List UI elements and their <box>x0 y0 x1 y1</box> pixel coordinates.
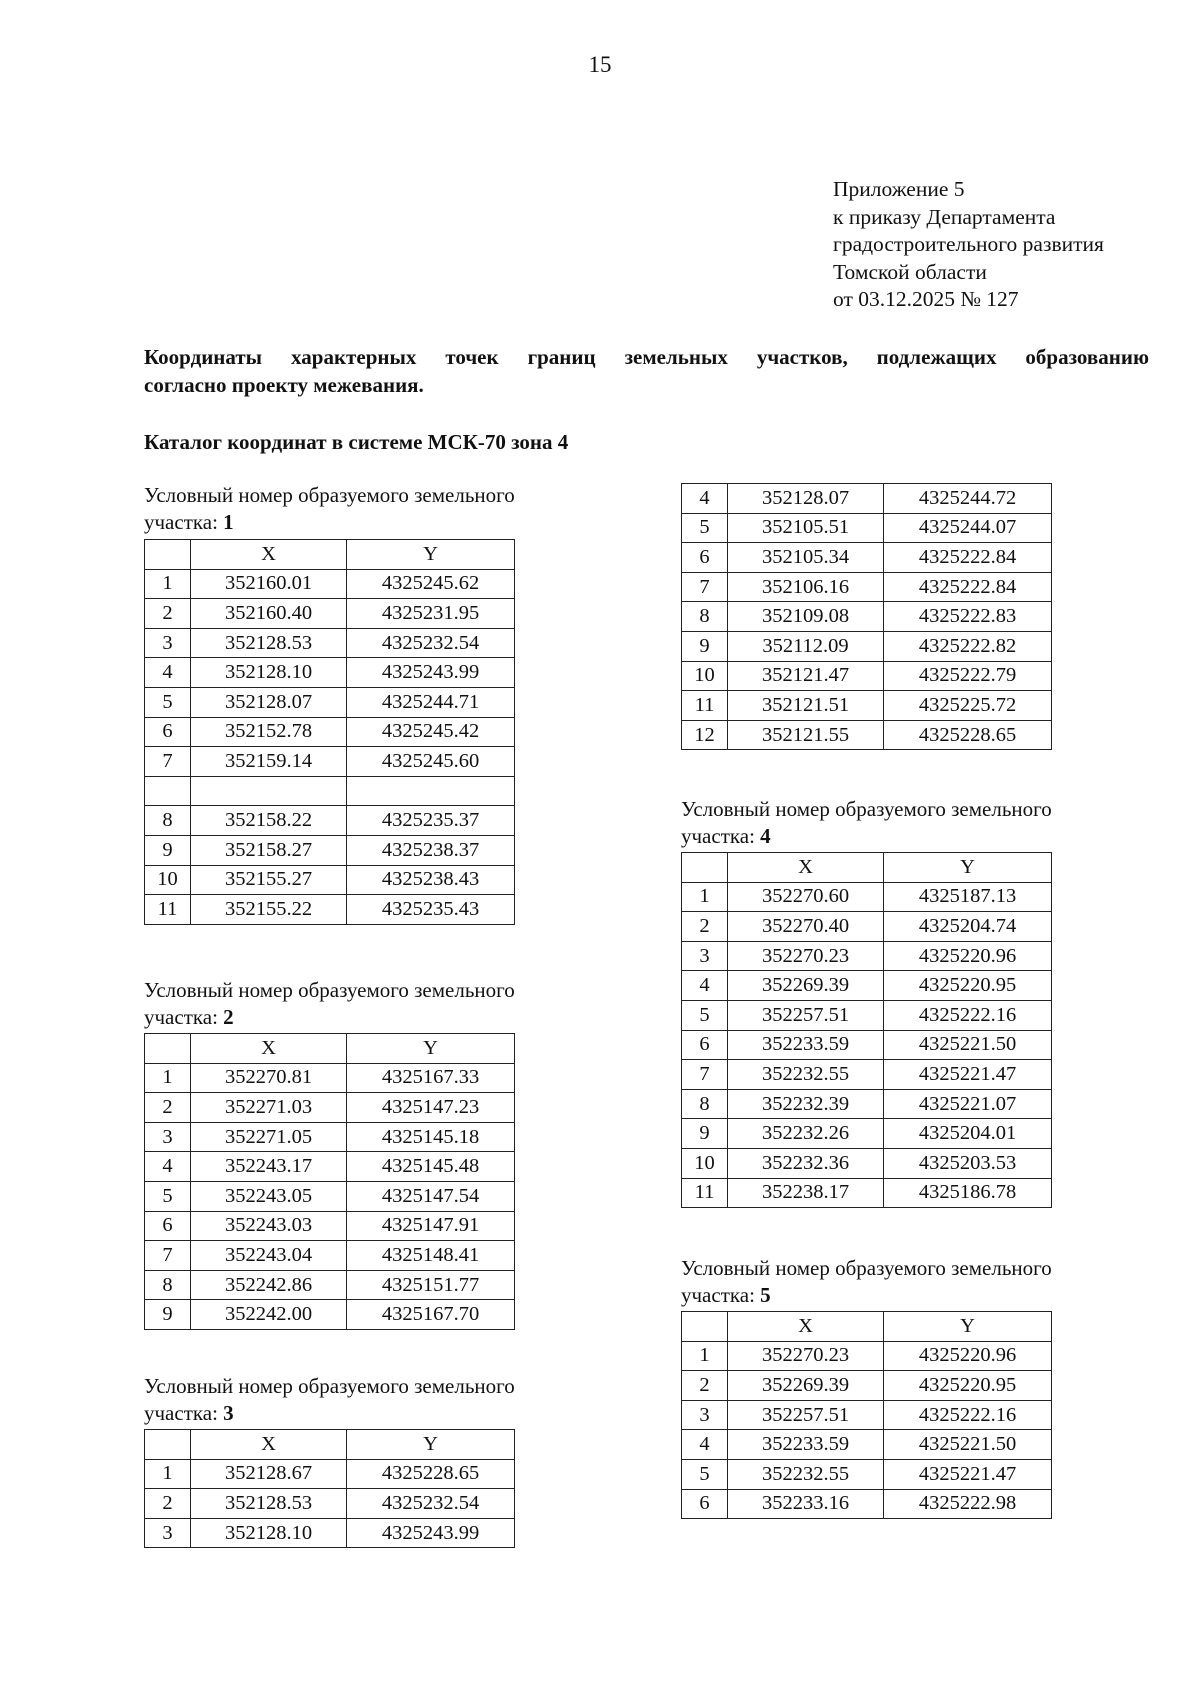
table-row <box>682 941 1052 971</box>
table-row <box>145 865 515 895</box>
x-coordinate-cell: 352271.05 <box>191 1122 347 1152</box>
point-number-cell: 1 <box>682 882 728 912</box>
table-row <box>682 1459 1052 1489</box>
table-row <box>145 658 515 688</box>
y-coordinate-cell: 4325222.83 <box>884 602 1052 632</box>
y-coordinate-cell: 4325243.99 <box>347 1518 515 1548</box>
x-coordinate-cell: 352128.07 <box>728 484 884 514</box>
y-coordinate-cell: 4325187.13 <box>884 882 1052 912</box>
point-number-cell: 3 <box>145 1122 191 1152</box>
x-coordinate-cell: 352105.51 <box>728 513 884 543</box>
x-coordinate-cell: 352233.59 <box>728 1430 884 1460</box>
y-coordinate-cell: 4325222.16 <box>884 1000 1052 1030</box>
table-row <box>145 1122 515 1152</box>
table-row <box>682 484 1052 514</box>
coordinates-table <box>681 852 1052 1208</box>
y-coordinate-cell: 4325220.96 <box>884 1341 1052 1371</box>
table-row <box>145 599 515 629</box>
point-number-cell: 8 <box>145 806 191 836</box>
point-number-cell: 3 <box>682 1400 728 1430</box>
table-header-row <box>145 540 515 570</box>
point-number-cell: 5 <box>145 1181 191 1211</box>
header-cell-x: X <box>728 853 884 883</box>
point-number-cell: 7 <box>145 1241 191 1271</box>
point-number-cell: 7 <box>682 572 728 602</box>
x-coordinate-cell <box>191 776 347 806</box>
y-coordinate-cell: 4325145.18 <box>347 1122 515 1152</box>
appendix-line: к приказу Департамента <box>833 204 1056 229</box>
point-number-cell: 3 <box>145 1518 191 1548</box>
point-number-cell: 11 <box>145 895 191 925</box>
y-coordinate-cell: 4325244.72 <box>884 484 1052 514</box>
x-coordinate-cell: 352232.36 <box>728 1148 884 1178</box>
x-coordinate-cell: 352233.59 <box>728 1030 884 1060</box>
x-coordinate-cell: 352232.55 <box>728 1459 884 1489</box>
table-row <box>682 1119 1052 1149</box>
point-number-cell: 9 <box>145 1300 191 1330</box>
parcel-caption <box>144 977 515 1031</box>
point-number-cell: 1 <box>682 1341 728 1371</box>
y-coordinate-cell: 4325222.82 <box>884 631 1052 661</box>
point-number-cell: 10 <box>145 865 191 895</box>
table-row <box>145 717 515 747</box>
header-cell-x: X <box>191 540 347 570</box>
x-coordinate-cell: 352243.17 <box>191 1152 347 1182</box>
x-coordinate-cell: 352160.01 <box>191 569 347 599</box>
table-row <box>145 1270 515 1300</box>
parcel-number: 5 <box>760 1283 771 1307</box>
y-coordinate-cell: 4325148.41 <box>347 1241 515 1271</box>
x-coordinate-cell: 352270.81 <box>191 1063 347 1093</box>
point-number-cell: 11 <box>682 1178 728 1208</box>
y-coordinate-cell: 4325228.65 <box>347 1459 515 1489</box>
x-coordinate-cell: 352106.16 <box>728 572 884 602</box>
x-coordinate-cell: 352232.26 <box>728 1119 884 1149</box>
x-coordinate-cell: 352160.40 <box>191 599 347 629</box>
header-cell-y: Y <box>347 1430 515 1460</box>
caption-line: Условный номер образуемого земельного <box>144 483 515 507</box>
table-row <box>145 835 515 865</box>
table-row <box>682 1000 1052 1030</box>
table-row <box>145 687 515 717</box>
x-coordinate-cell: 352238.17 <box>728 1178 884 1208</box>
caption-prefix: участка: <box>144 1005 224 1029</box>
caption-prefix: участка: <box>681 824 761 848</box>
page-number: 15 <box>588 52 612 77</box>
y-coordinate-cell: 4325245.60 <box>347 747 515 777</box>
caption-prefix: участка: <box>144 1401 224 1425</box>
point-number-cell: 3 <box>682 941 728 971</box>
header-cell-x: X <box>191 1430 347 1460</box>
y-coordinate-cell: 4325221.47 <box>884 1060 1052 1090</box>
coordinates-table-continued <box>681 483 1052 750</box>
parcel-number: 1 <box>223 510 234 534</box>
x-coordinate-cell: 352112.09 <box>728 631 884 661</box>
x-coordinate-cell: 352271.03 <box>191 1093 347 1123</box>
caption-line: Условный номер образуемого земельного <box>144 1374 515 1398</box>
header-cell-y: Y <box>347 540 515 570</box>
y-coordinate-cell: 4325222.16 <box>884 1400 1052 1430</box>
point-number-cell: 2 <box>682 912 728 942</box>
point-number-cell: 8 <box>682 1089 728 1119</box>
header-cell-number <box>682 853 728 883</box>
table-row <box>145 1300 515 1330</box>
y-coordinate-cell: 4325231.95 <box>347 599 515 629</box>
caption-prefix: участка: <box>144 510 224 534</box>
table-header-row <box>682 853 1052 883</box>
parcel-caption <box>681 796 1052 850</box>
table-row <box>145 1489 515 1519</box>
y-coordinate-cell: 4325235.37 <box>347 806 515 836</box>
table-row <box>682 1400 1052 1430</box>
x-coordinate-cell: 352158.27 <box>191 835 347 865</box>
point-number-cell: 10 <box>682 661 728 691</box>
table-row <box>145 1241 515 1271</box>
y-coordinate-cell: 4325222.84 <box>884 572 1052 602</box>
table-row <box>682 1089 1052 1119</box>
table-row <box>682 1341 1052 1371</box>
x-coordinate-cell: 352128.67 <box>191 1459 347 1489</box>
table-row <box>682 1430 1052 1460</box>
table-row <box>145 1093 515 1123</box>
x-coordinate-cell: 352155.22 <box>191 895 347 925</box>
parcel-caption <box>144 1373 515 1427</box>
table-row <box>145 1181 515 1211</box>
table-row <box>682 1489 1052 1519</box>
x-coordinate-cell: 352269.39 <box>728 971 884 1001</box>
x-coordinate-cell: 352158.22 <box>191 806 347 836</box>
table-row <box>145 747 515 777</box>
x-coordinate-cell: 352128.53 <box>191 1489 347 1519</box>
point-number-cell: 5 <box>682 513 728 543</box>
x-coordinate-cell: 352243.03 <box>191 1211 347 1241</box>
appendix-line: от 03.12.2025 № 127 <box>833 287 1019 311</box>
caption-prefix: участка: <box>681 1283 761 1307</box>
header-cell-y: Y <box>347 1034 515 1064</box>
y-coordinate-cell: 4325232.54 <box>347 1489 515 1519</box>
table-row <box>682 661 1052 691</box>
y-coordinate-cell: 4325221.50 <box>884 1430 1052 1460</box>
table-row <box>145 1459 515 1489</box>
point-number-cell: 10 <box>682 1148 728 1178</box>
header-cell-y: Y <box>884 1312 1052 1342</box>
point-number-cell: 2 <box>145 1489 191 1519</box>
x-coordinate-cell: 352109.08 <box>728 602 884 632</box>
x-coordinate-cell: 352233.16 <box>728 1489 884 1519</box>
y-coordinate-cell: 4325243.99 <box>347 658 515 688</box>
y-coordinate-cell: 4325221.47 <box>884 1459 1052 1489</box>
y-coordinate-cell: 4325186.78 <box>884 1178 1052 1208</box>
heading-line: Координаты характерных точек границ земельных участков, подлежащих образованию <box>144 345 1149 369</box>
table-row <box>682 720 1052 750</box>
appendix-line: Томской области <box>833 259 987 284</box>
point-number-cell: 5 <box>145 687 191 717</box>
table-row <box>145 1518 515 1548</box>
table-row <box>145 895 515 925</box>
appendix-line: градостроительного развития <box>833 232 1104 256</box>
x-coordinate-cell: 352242.00 <box>191 1300 347 1330</box>
y-coordinate-cell: 4325238.37 <box>347 835 515 865</box>
table-row <box>145 1211 515 1241</box>
x-coordinate-cell: 352257.51 <box>728 1400 884 1430</box>
point-number-cell: 4 <box>145 1152 191 1182</box>
x-coordinate-cell: 352257.51 <box>728 1000 884 1030</box>
table-row <box>682 1148 1052 1178</box>
table-row <box>682 882 1052 912</box>
y-coordinate-cell: 4325151.77 <box>347 1270 515 1300</box>
y-coordinate-cell: 4325244.07 <box>884 513 1052 543</box>
y-coordinate-cell: 4325222.98 <box>884 1489 1052 1519</box>
y-coordinate-cell: 4325235.43 <box>347 895 515 925</box>
x-coordinate-cell: 352155.27 <box>191 865 347 895</box>
y-coordinate-cell: 4325222.84 <box>884 543 1052 573</box>
appendix-header <box>833 176 1104 314</box>
point-number-cell: 4 <box>145 658 191 688</box>
table-row <box>682 543 1052 573</box>
header-cell-number <box>145 540 191 570</box>
table-header-row <box>682 1312 1052 1342</box>
x-coordinate-cell: 352128.10 <box>191 1518 347 1548</box>
caption-line: Условный номер образуемого земельного <box>144 978 515 1002</box>
table-row <box>682 631 1052 661</box>
table-row <box>682 572 1052 602</box>
table-row <box>682 971 1052 1001</box>
y-coordinate-cell: 4325145.48 <box>347 1152 515 1182</box>
parcel-caption <box>144 482 515 536</box>
point-number-cell: 6 <box>682 1030 728 1060</box>
point-number-cell: 12 <box>682 720 728 750</box>
table-row <box>682 1060 1052 1090</box>
point-number-cell: 5 <box>682 1000 728 1030</box>
y-coordinate-cell <box>347 776 515 806</box>
y-coordinate-cell: 4325167.70 <box>347 1300 515 1330</box>
x-coordinate-cell: 352128.10 <box>191 658 347 688</box>
point-number-cell: 6 <box>682 543 728 573</box>
header-cell-x: X <box>728 1312 884 1342</box>
point-number-cell: 9 <box>145 835 191 865</box>
table-row <box>145 776 515 806</box>
point-number-cell: 2 <box>145 1093 191 1123</box>
header-cell-number <box>682 1312 728 1342</box>
y-coordinate-cell: 4325147.23 <box>347 1093 515 1123</box>
header-cell-y: Y <box>884 853 1052 883</box>
x-coordinate-cell: 352128.07 <box>191 687 347 717</box>
parcel-caption <box>681 1255 1052 1309</box>
header-cell-number <box>145 1034 191 1064</box>
point-number-cell: 4 <box>682 971 728 1001</box>
y-coordinate-cell: 4325203.53 <box>884 1148 1052 1178</box>
point-number-cell: 9 <box>682 631 728 661</box>
point-number-cell: 9 <box>682 1119 728 1149</box>
point-number-cell: 3 <box>145 628 191 658</box>
y-coordinate-cell: 4325220.95 <box>884 971 1052 1001</box>
y-coordinate-cell: 4325204.01 <box>884 1119 1052 1149</box>
point-number-cell: 4 <box>682 484 728 514</box>
x-coordinate-cell: 352270.60 <box>728 882 884 912</box>
y-coordinate-cell: 4325167.33 <box>347 1063 515 1093</box>
point-number-cell: 6 <box>145 717 191 747</box>
x-coordinate-cell: 352243.04 <box>191 1241 347 1271</box>
table-header-row <box>145 1034 515 1064</box>
table-row <box>145 1063 515 1093</box>
table-row <box>682 691 1052 721</box>
y-coordinate-cell: 4325228.65 <box>884 720 1052 750</box>
table-row <box>682 1178 1052 1208</box>
parcel-number: 2 <box>223 1005 234 1029</box>
parcel-number: 3 <box>223 1401 234 1425</box>
y-coordinate-cell: 4325222.79 <box>884 661 1052 691</box>
table-row <box>145 806 515 836</box>
table-row <box>145 1152 515 1182</box>
x-coordinate-cell: 352232.55 <box>728 1060 884 1090</box>
point-number-cell <box>145 776 191 806</box>
y-coordinate-cell: 4325244.71 <box>347 687 515 717</box>
x-coordinate-cell: 352270.23 <box>728 941 884 971</box>
document-heading <box>144 343 1149 399</box>
caption-line: Условный номер образуемого земельного <box>681 1256 1052 1280</box>
x-coordinate-cell: 352159.14 <box>191 747 347 777</box>
point-number-cell: 11 <box>682 691 728 721</box>
table-header-row <box>145 1430 515 1460</box>
y-coordinate-cell: 4325245.42 <box>347 717 515 747</box>
x-coordinate-cell: 352121.47 <box>728 661 884 691</box>
point-number-cell: 5 <box>682 1459 728 1489</box>
catalog-title: Каталог координат в системе МСК-70 зона 4 <box>144 430 569 454</box>
x-coordinate-cell: 352270.23 <box>728 1341 884 1371</box>
x-coordinate-cell: 352270.40 <box>728 912 884 942</box>
point-number-cell: 7 <box>145 747 191 777</box>
table-row <box>682 1371 1052 1401</box>
header-cell-number <box>145 1430 191 1460</box>
appendix-line: Приложение 5 <box>833 177 965 201</box>
table-row <box>145 628 515 658</box>
x-coordinate-cell: 352232.39 <box>728 1089 884 1119</box>
point-number-cell: 8 <box>682 602 728 632</box>
y-coordinate-cell: 4325232.54 <box>347 628 515 658</box>
coordinates-table <box>144 1429 515 1548</box>
header-cell-x: X <box>191 1034 347 1064</box>
point-number-cell: 7 <box>682 1060 728 1090</box>
point-number-cell: 2 <box>682 1371 728 1401</box>
point-number-cell: 1 <box>145 1459 191 1489</box>
point-number-cell: 1 <box>145 569 191 599</box>
x-coordinate-cell: 352269.39 <box>728 1371 884 1401</box>
x-coordinate-cell: 352243.05 <box>191 1181 347 1211</box>
point-number-cell: 6 <box>145 1211 191 1241</box>
table-row <box>682 513 1052 543</box>
x-coordinate-cell: 352121.55 <box>728 720 884 750</box>
y-coordinate-cell: 4325204.74 <box>884 912 1052 942</box>
y-coordinate-cell: 4325245.62 <box>347 569 515 599</box>
point-number-cell: 6 <box>682 1489 728 1519</box>
caption-line: Условный номер образуемого земельного <box>681 797 1052 821</box>
y-coordinate-cell: 4325221.07 <box>884 1089 1052 1119</box>
coordinates-table <box>681 1311 1052 1519</box>
table-row <box>682 912 1052 942</box>
coordinates-table <box>144 1033 515 1330</box>
x-coordinate-cell: 352121.51 <box>728 691 884 721</box>
x-coordinate-cell: 352105.34 <box>728 543 884 573</box>
x-coordinate-cell: 352242.86 <box>191 1270 347 1300</box>
point-number-cell: 8 <box>145 1270 191 1300</box>
x-coordinate-cell: 352128.53 <box>191 628 347 658</box>
y-coordinate-cell: 4325225.72 <box>884 691 1052 721</box>
table-row <box>682 1030 1052 1060</box>
y-coordinate-cell: 4325220.96 <box>884 941 1052 971</box>
parcel-number: 4 <box>760 824 771 848</box>
table-row <box>145 569 515 599</box>
y-coordinate-cell: 4325220.95 <box>884 1371 1052 1401</box>
y-coordinate-cell: 4325147.54 <box>347 1181 515 1211</box>
y-coordinate-cell: 4325238.43 <box>347 865 515 895</box>
table-row <box>682 602 1052 632</box>
point-number-cell: 1 <box>145 1063 191 1093</box>
x-coordinate-cell: 352152.78 <box>191 717 347 747</box>
coordinates-table <box>144 539 515 925</box>
point-number-cell: 4 <box>682 1430 728 1460</box>
point-number-cell: 2 <box>145 599 191 629</box>
y-coordinate-cell: 4325221.50 <box>884 1030 1052 1060</box>
heading-line: согласно проекту межевания. <box>144 373 424 397</box>
y-coordinate-cell: 4325147.91 <box>347 1211 515 1241</box>
